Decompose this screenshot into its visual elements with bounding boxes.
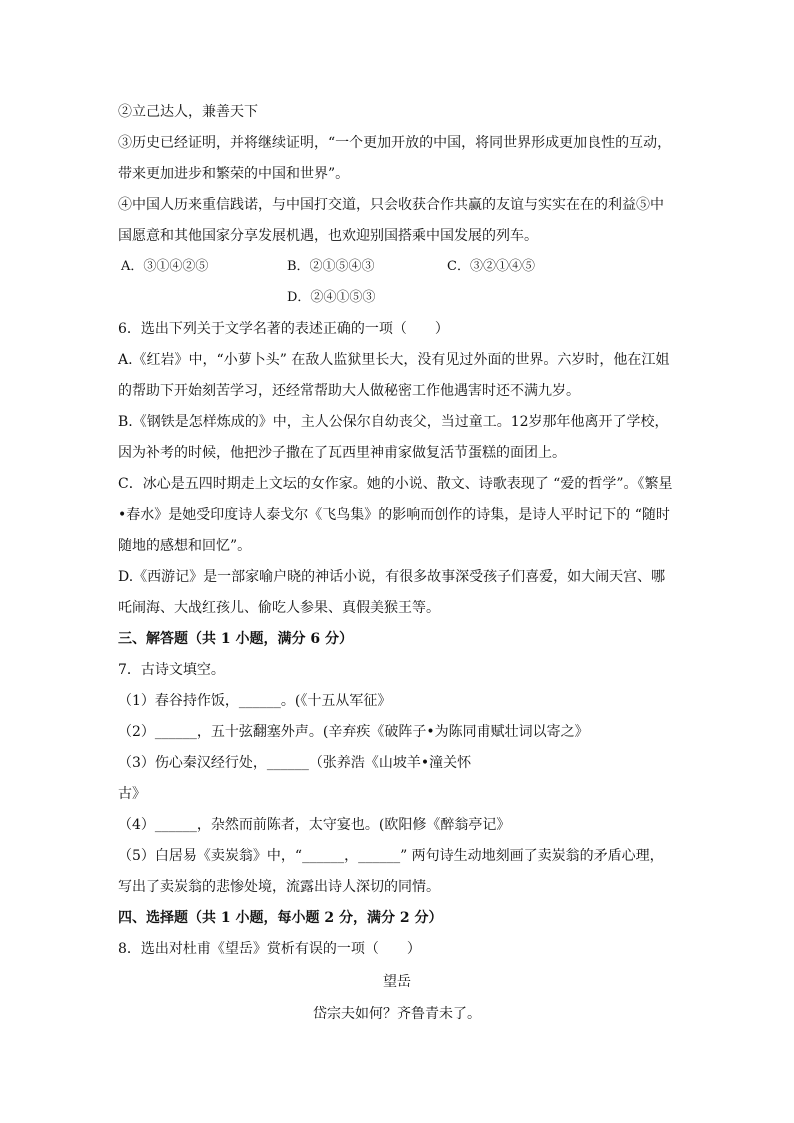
q7-item: （1）春谷持作饭，______。(《十五从军征》: [118, 693, 392, 709]
q6-option-c: 随地的感想和回忆”。: [118, 538, 252, 554]
poem-title: 望岳: [383, 974, 411, 990]
q5-option-b: B．②①⑤④③: [287, 259, 375, 274]
q6-option-d: D.《西游记》是一部家喻户晓的神话小说，有很多故事深受孩子们喜爱，如大闹天宫、哪: [118, 569, 666, 585]
section-heading: 四、选择题（共 1 小题，每小题 2 分，满分 2 分）: [118, 910, 443, 926]
q7-stem: 7．古诗文填空。: [118, 662, 225, 678]
q6-option-a: A.《红岩》中，“小萝卜头” 在敌人监狱里长大，没有见过外面的世界。六岁时，他在江姐: [118, 352, 670, 368]
q6-stem: 6．选出下列关于文学名著的表述正确的一项（ ）: [118, 321, 449, 337]
q6-option-b: B.《钢铁是怎样炼成的》中，主人公保尔自幼丧父，当过童工。12岁那年他离开了学校，: [118, 414, 669, 430]
q7-item: （3）伤心秦汉经行处，______（张养浩《山坡羊•潼关怀: [118, 755, 472, 771]
text-line: ③历史已经证明，并将继续证明，“一个更加开放的中国，将同世界形成更加良性的互动，: [118, 135, 672, 151]
text-line: ②立己达人，兼善天下: [118, 104, 258, 120]
q6-option-b: 因为补考的时候，他把沙子撒在了瓦西里神甫家做复活节蛋糕的面团上。: [118, 445, 566, 461]
q7-item: （2）______，五十弦翻塞外声。(辛弃疾《破阵子•为陈同甫赋壮词以寄之》: [118, 724, 589, 740]
section-heading: 三、解答题（共 1 小题，满分 6 分）: [118, 631, 353, 647]
q6-option-a: 的帮助下开始刻苦学习，还经常帮助大人做秘密工作他遇害时还不满九岁。: [118, 383, 580, 399]
q6-option-c: C．冰心是五四时期走上文坛的女作家。她的小说、散文、诗歌表现了 “爱的哲学”。《繁星: [118, 476, 673, 492]
q5-option-a: A．③①④②⑤: [121, 259, 209, 274]
q6-option-d: 吒闹海、大战红孩儿、偷吃人参果、真假美猴王等。: [118, 600, 440, 616]
q7-item: 写出了卖炭翁的悲惨处境，流露出诗人深切的同情。: [118, 879, 440, 895]
q7-item: （4）______，杂然而前陈者，太守宴也。(欧阳修《醉翁亭记》: [118, 817, 511, 833]
q5-option-c: C．③②①④⑤: [447, 259, 535, 274]
text-line: 带来更加进步和繁荣的中国和世界”。: [118, 166, 350, 182]
poem-line: 岱宗夫如何？齐鲁青未了。: [313, 1006, 481, 1022]
text-line: ④中国人历来重信践诺，与中国打交道，只会收获合作共赢的友谊与实实在在的利益⑤中: [118, 197, 664, 213]
q7-item: （5）白居易《卖炭翁》中，“______，______” 两句诗生动地刻画了卖炭翁的矛盾心理，: [118, 848, 664, 864]
q6-option-c: •春水》是她受印度诗人泰戈尔《飞鸟集》的影响而创作的诗集，是诗人平时记下的 “随时: [118, 507, 670, 523]
q7-item: 古》: [118, 786, 146, 802]
text-line: 国愿意和其他国家分享发展机遇，也欢迎别国搭乘中国发展的列车。: [118, 228, 538, 244]
q5-option-d: D．②④①⑤③: [287, 290, 376, 305]
q8-stem: 8．选出对杜甫《望岳》赏析有误的一项（ ）: [118, 941, 421, 957]
